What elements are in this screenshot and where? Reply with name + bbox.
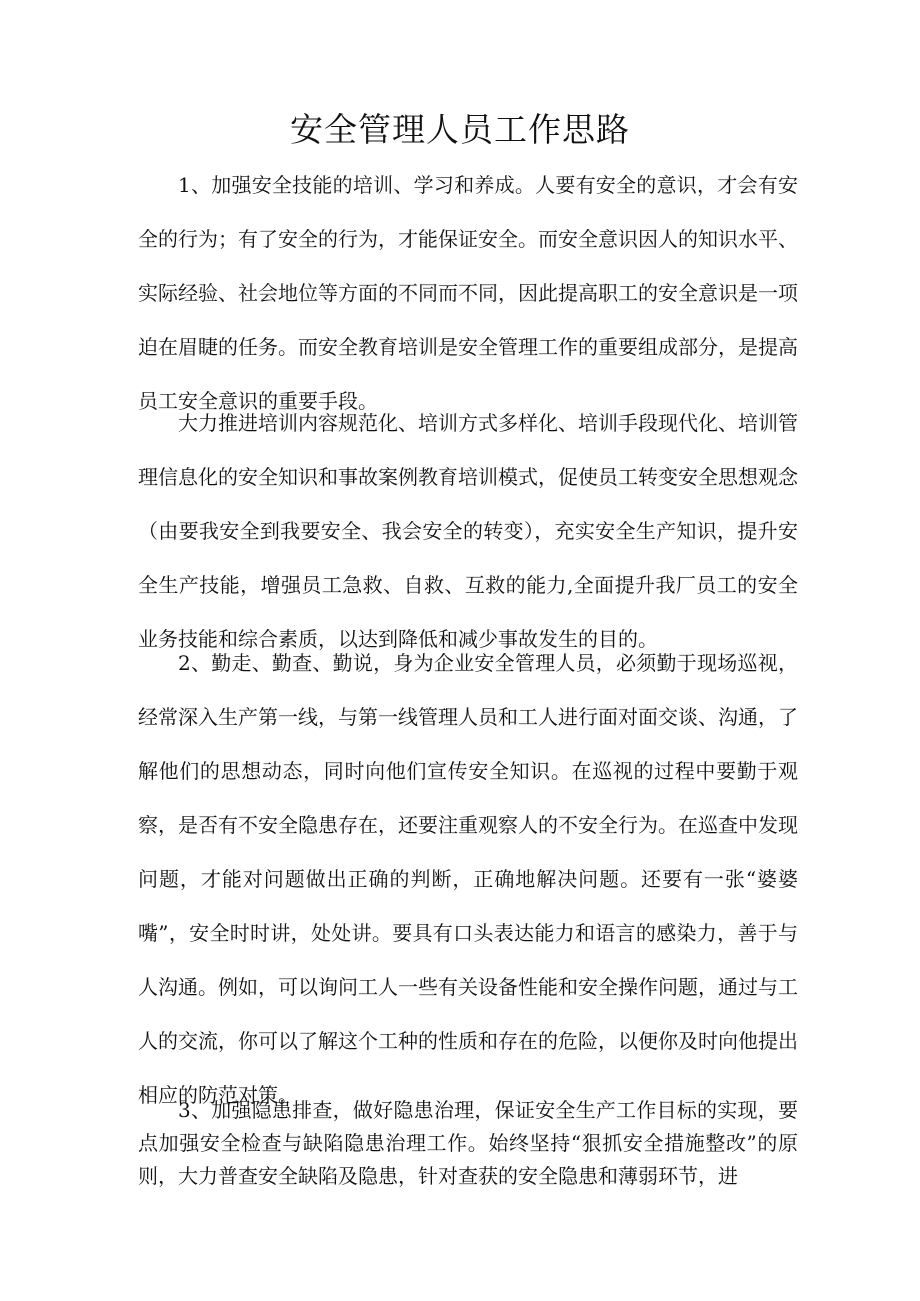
paragraph-2-training-modes: 大力推进培训内容规范化、培训方式多样化、培训手段现代化、培训管理信息化的安全知识和事故案例教育培训模式，促使员工转变安全思想观念（由要我安全到我要安全、我会安全的转变），充实安全生产知识，提升安全生产技能，增强员工急救、自救、互救的能力,全面提升我厂员工的安全业务技能和综合素质，以达到降低和减少事故发生的目的。 (138, 411, 798, 651)
paragraph-1-training: 1、加强安全技能的培训、学习和养成。人要有安全的意识，才会有安全的行为；有了安全的行为，才能保证安全。而安全意识因人的知识水平、实际经验、社会地位等方面的不同而不同，因此提高职工的安全意识是一项迫在眉睫的任务。而安全教育培训是安全管理工作的重要组成部分，是提高员工安全意识的重要手段。 (138, 173, 798, 413)
document-title: 安全管理人员工作思路 (290, 110, 630, 149)
paragraph-4-hazard-management: 3、加强隐患排查，做好隐患治理，保证安全生产工作目标的实现，要点加强安全检查与缺陷隐患治理工作。始终坚持“狠抓安全措施整改”的原则，大力普查安全缺陷及隐患，针对查获的安全隐患和薄弱环节，进 (138, 1098, 798, 1188)
paragraph-3-site-inspection: 2、勤走、勤查、勤说，身为企业安全管理人员，必须勤于现场巡视，经常深入生产第一线，与第一线管理人员和工人进行面对面交谈、沟通，了解他们的思想动态，同时向他们宣传安全知识。在巡视的过程中要勤于观察，是否有不安全隐患存在，还要注重观察人的不安全行为。在巡查中发现问题，才能对问题做出正确的判断，正确地解决问题。还要有一张“婆婆嘴”，安全时时讲，处处讲。要具有口头表达能力和语言的感染力，善于与人沟通。例如，可以询问工人一些有关设备性能和安全操作问题，通过与工人的交流，你可以了解这个工种的性质和存在的危险，以便你及时向他提出相应的防范对策。 (138, 651, 798, 1107)
